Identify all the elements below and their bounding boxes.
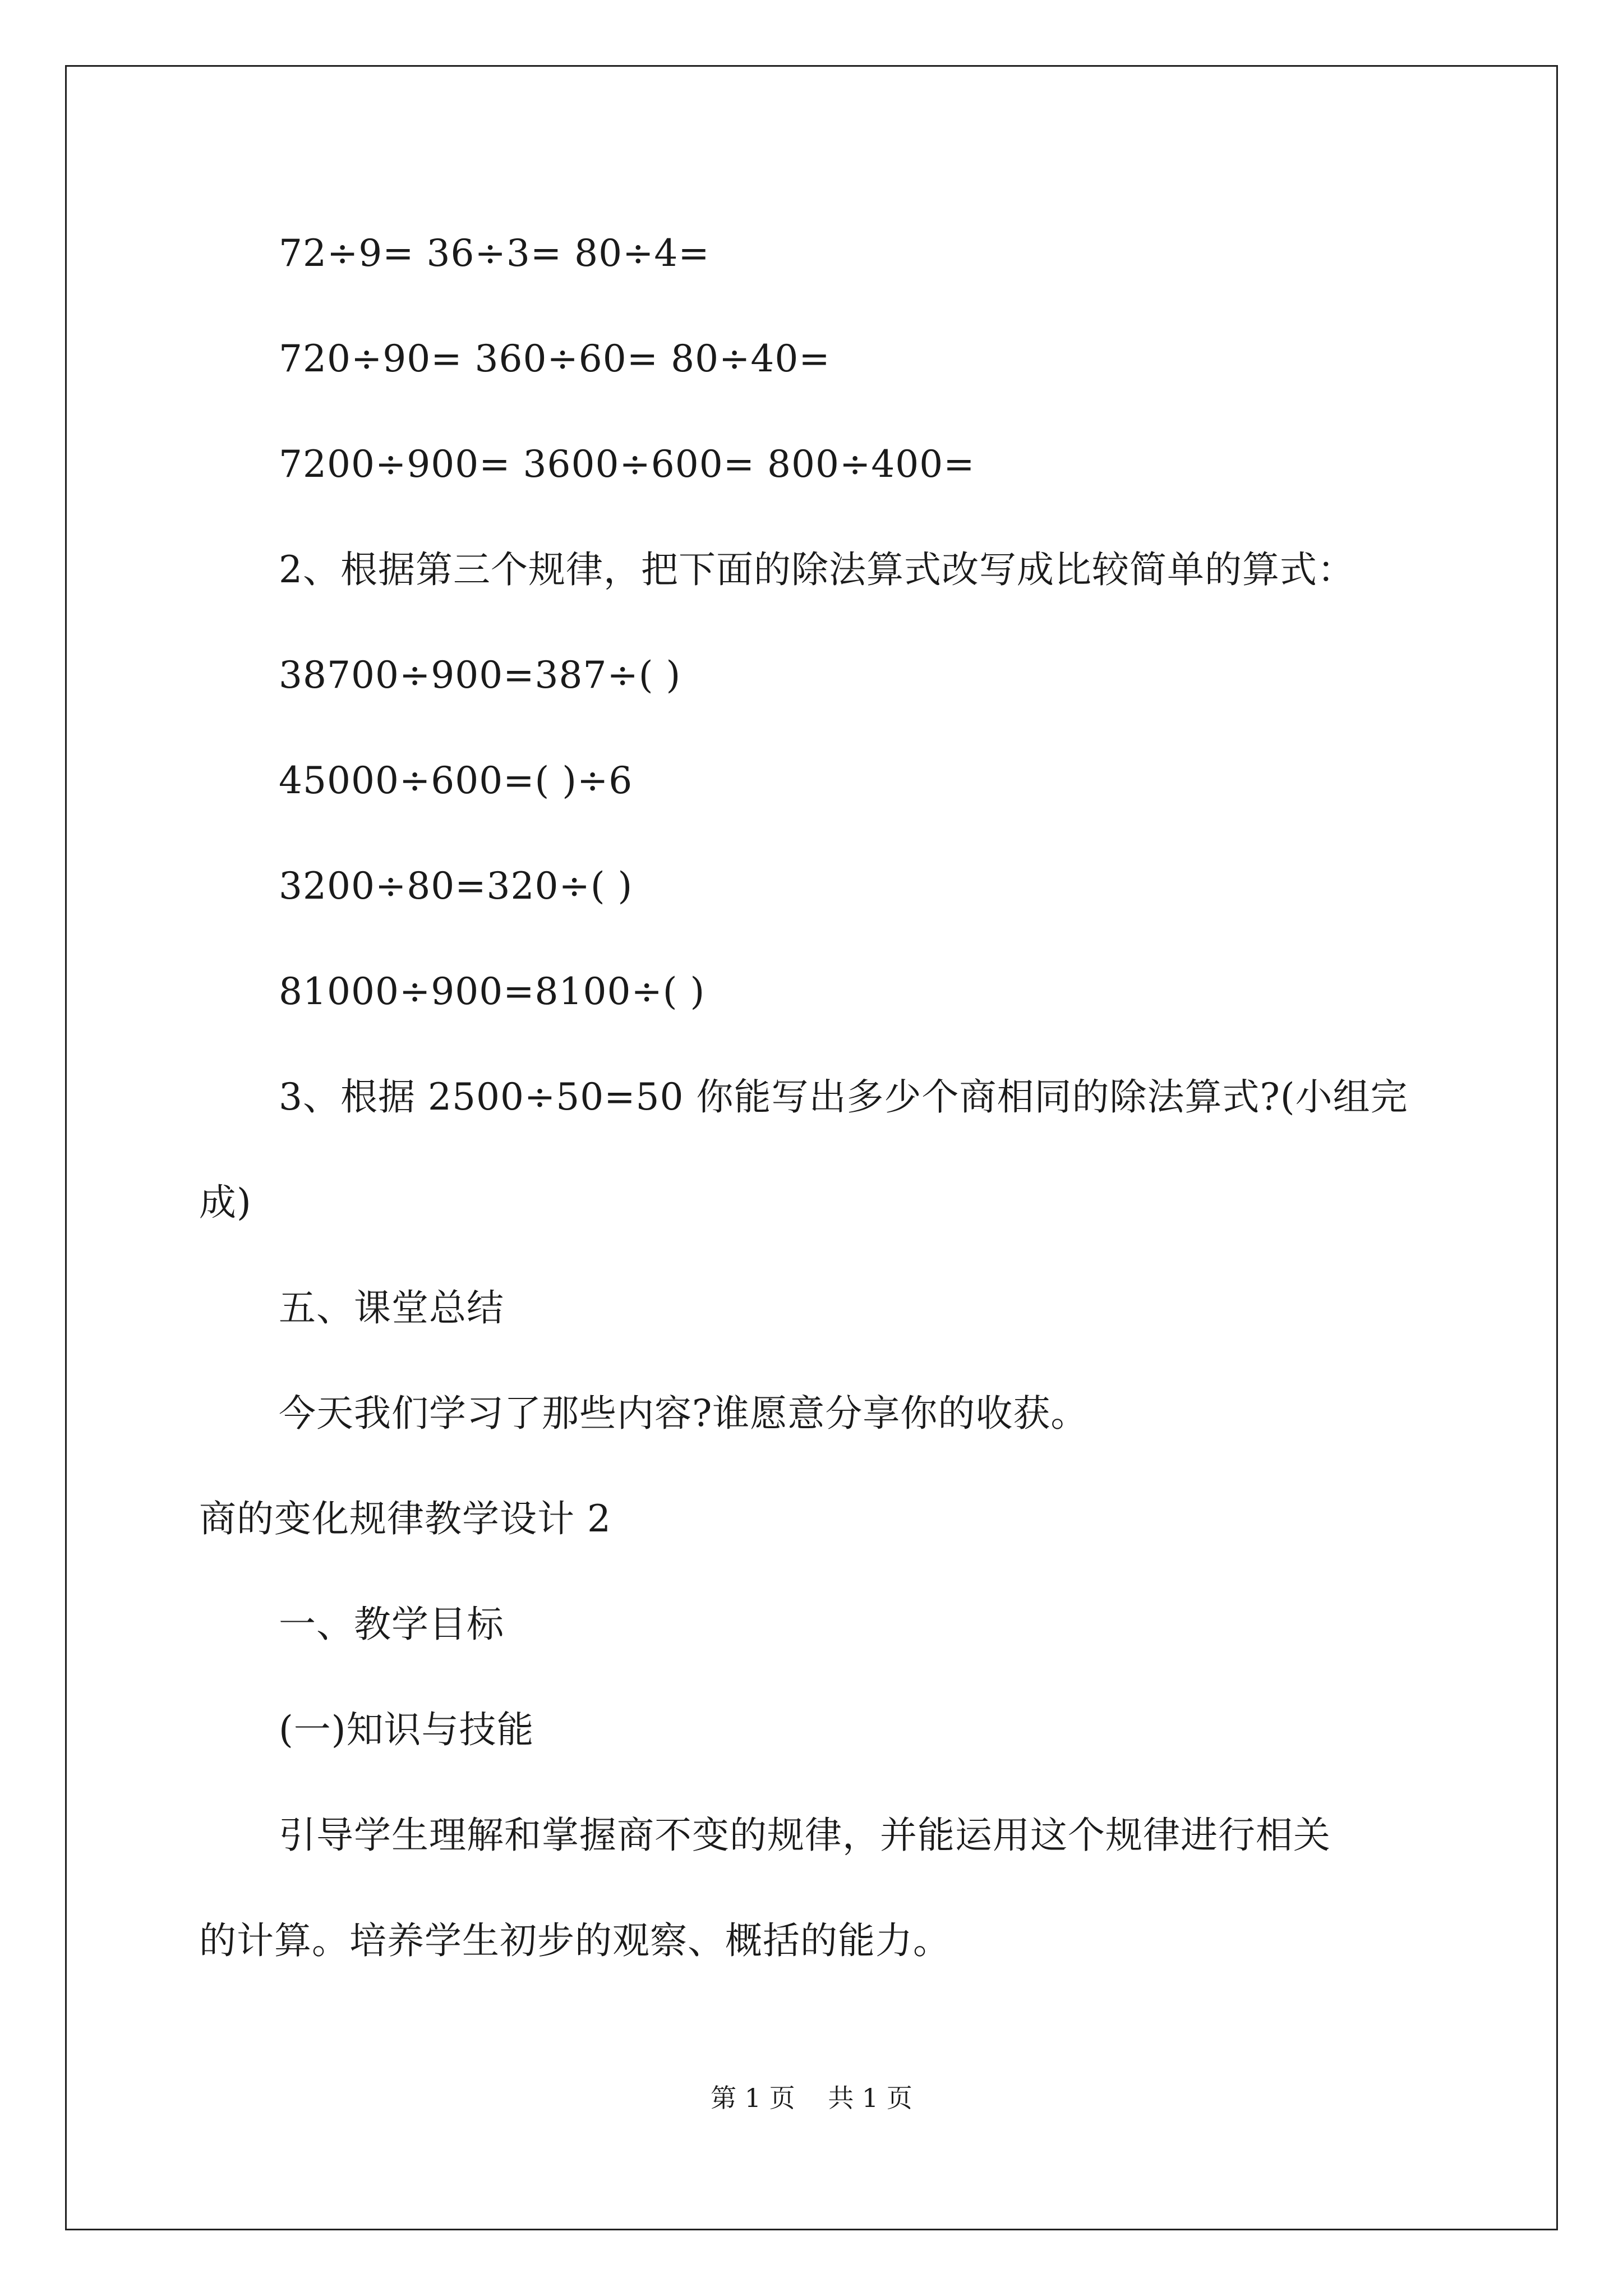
summary-paragraph: 今天我们学习了那些内容?谁愿意分享你的收获。 [279, 1392, 1089, 1435]
exercise-2-item-2: 45000÷600=( )÷6 [279, 759, 633, 802]
section-heading-goals: 一、教学目标 [279, 1603, 504, 1646]
exercise-2-instruction: 2、根据第三个规律，把下面的除法算式改写成比较简单的算式： [279, 548, 1355, 591]
exercise-2-item-3: 3200÷80=320÷( ) [279, 864, 633, 908]
page-footer [0, 2081, 1623, 2115]
goal-paragraph: 引导学生理解和掌握商不变的规律，并能运用这个规律进行相关 [279, 1814, 1331, 1857]
exercise-row-1: 72÷9= 36÷3= 80÷4= [279, 232, 710, 275]
page-total: 共 1 页 [828, 2083, 912, 2113]
exercise-2-item-1: 38700÷900=387÷( ) [279, 654, 681, 697]
exercise-row-3: 7200÷900= 3600÷600= 800÷400= [279, 443, 975, 486]
section-heading-summary: 五、课堂总结 [279, 1286, 504, 1329]
exercise-row-2: 720÷90= 360÷60= 80÷40= [279, 337, 831, 380]
subsection-heading-knowledge: (一)知识与技能 [279, 1708, 534, 1751]
exercise-3-text: 3、根据 2500÷50=50 你能写出多少个商相同的除法算式?(小组完 [279, 1075, 1408, 1119]
page-number: 第 1 页 [711, 2083, 795, 2113]
page-border [65, 65, 1558, 2230]
document-title: 商的变化规律教学设计 2 [199, 1497, 611, 1540]
exercise-3-text-continued: 成) [199, 1181, 252, 1224]
goal-paragraph-continued: 的计算。培养学生初步的观察、概括的能力。 [199, 1919, 951, 1962]
exercise-2-item-4: 81000÷900=8100÷( ) [279, 970, 706, 1013]
